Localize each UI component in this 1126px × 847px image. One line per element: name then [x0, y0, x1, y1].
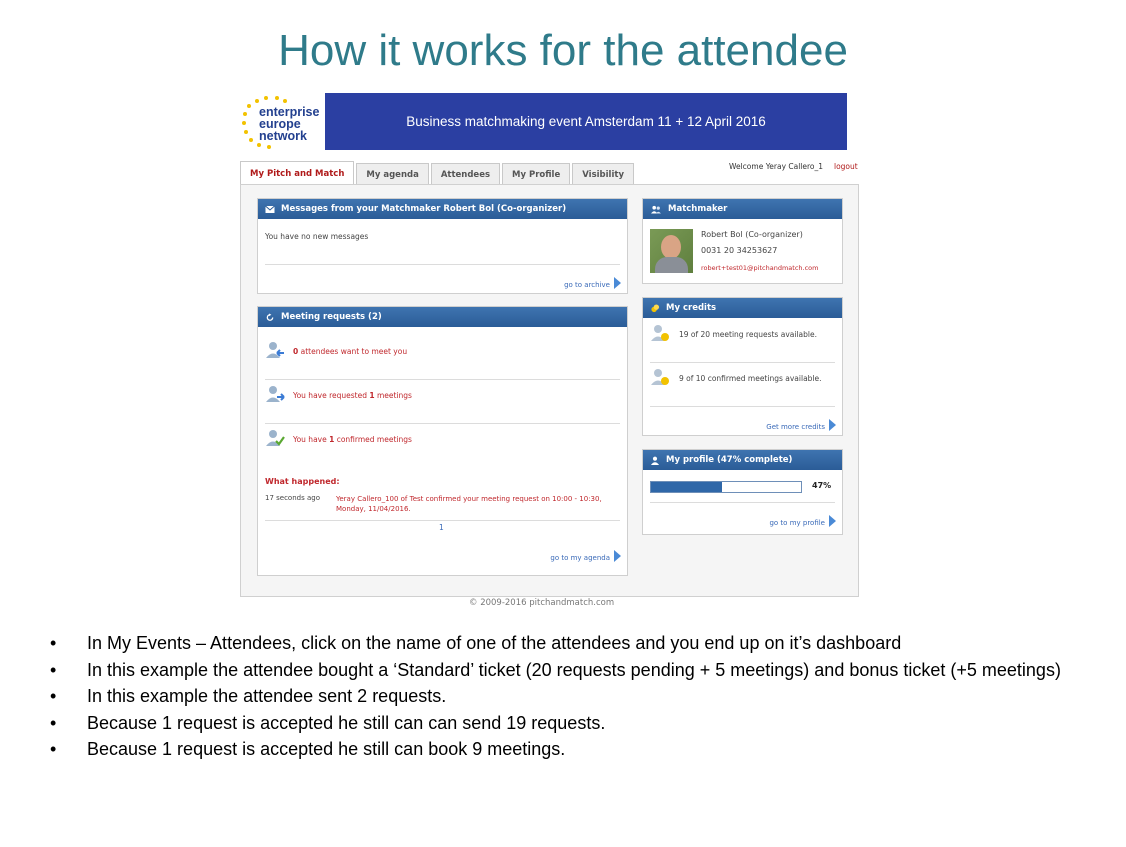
go-to-profile-link[interactable] — [769, 510, 836, 529]
dashboard-screenshot — [239, 88, 859, 610]
what-happened-heading: What happened: — [265, 477, 340, 486]
confirmed-meetings-row[interactable] — [293, 435, 412, 444]
credits-panel — [642, 297, 843, 436]
tab-my-profile[interactable]: My Profile — [502, 163, 570, 185]
event-time: 17 seconds ago — [265, 494, 320, 502]
coins-icon — [650, 304, 660, 313]
credits-link-label: Get more credits — [766, 423, 825, 431]
go-to-archive-link[interactable] — [564, 272, 621, 291]
bullet-item: • Because 1 request is accepted he still can book 9 meetings. — [50, 736, 1100, 763]
profile-progress-fill — [651, 482, 722, 492]
bullet-item: • In this example the attendee bought a ‘Standard’ ticket (20 requests pending + 5 meetings) and bonus ticket (+5 meetings) — [50, 657, 1100, 684]
tab-attendees[interactable]: Attendees — [431, 163, 500, 185]
agenda-link-label: go to my agenda — [550, 554, 610, 562]
event-banner: Business matchmaking event Amsterdam 11 + 12 April 2016 — [325, 93, 847, 150]
enterprise-europe-network-logo — [239, 92, 325, 152]
bullet-item: • In My Events – Attendees, click on the name of one of the attendees and you end up on it’s dashboard — [50, 630, 1100, 657]
matchmaker-title: Matchmaker — [668, 204, 728, 214]
explanation-bullets — [50, 630, 1100, 763]
credits-title: My credits — [666, 303, 717, 313]
user-icon — [650, 456, 660, 465]
profile-header — [643, 450, 842, 470]
envelope-icon — [265, 205, 275, 214]
request-credit-icon — [650, 324, 670, 342]
confirmed-suffix: confirmed meetings — [334, 435, 412, 444]
matchmaker-header — [643, 199, 842, 219]
outgoing-request-icon — [265, 385, 285, 403]
arrow-right-icon — [829, 419, 836, 431]
meeting-requests-header — [258, 307, 627, 327]
slide-title: How it works for the attendee — [278, 26, 848, 75]
confirmed-count: 1 — [329, 435, 335, 444]
incoming-text: attendees want to meet you — [298, 347, 408, 356]
tab-my-pitch-and-match[interactable]: My Pitch and Match — [240, 161, 354, 185]
go-to-agenda-link[interactable] — [550, 545, 621, 564]
logo-line-3: network — [259, 129, 307, 143]
messages-header — [258, 199, 627, 219]
profile-link-label: go to my profile — [769, 519, 825, 527]
logout-link[interactable]: logout — [834, 162, 858, 171]
matchmaker-name: Robert Bol (Co-organizer) — [701, 230, 803, 239]
matchmaker-email[interactable]: robert+test01@pitchandmatch.com — [701, 264, 819, 272]
confirmed-meeting-icon — [265, 429, 285, 447]
requested-count: 1 — [369, 391, 375, 400]
messages-panel — [257, 198, 628, 294]
welcome-text: Welcome Yeray Callero_1 — [729, 162, 824, 171]
refresh-icon — [265, 313, 275, 322]
meeting-requests-title: Meeting requests (2) — [281, 312, 382, 322]
bullet-item: • In this example the attendee sent 2 requests. — [50, 683, 1100, 710]
matchmaker-avatar — [650, 229, 693, 273]
arrow-right-icon — [614, 550, 621, 562]
matchmaker-phone: 0031 20 34253627 — [701, 246, 778, 255]
main-tabs — [240, 161, 634, 185]
requested-prefix: You have requested — [293, 391, 370, 400]
arrow-right-icon — [829, 515, 836, 527]
logo-line-2: europe — [259, 117, 301, 131]
incoming-requests-row[interactable] — [293, 347, 407, 356]
profile-progress-bar — [650, 481, 802, 493]
request-credits-text: 19 of 20 meeting requests available. — [679, 330, 817, 339]
meeting-credit-icon — [650, 368, 670, 386]
credits-header — [643, 298, 842, 318]
meeting-credits-text: 9 of 10 confirmed meetings available. — [679, 374, 822, 383]
tab-my-agenda[interactable]: My agenda — [356, 163, 428, 185]
arrow-right-icon — [614, 277, 621, 289]
profile-panel — [642, 449, 843, 535]
dashboard-content — [240, 184, 859, 597]
matchmaker-panel — [642, 198, 843, 284]
tab-visibility[interactable]: Visibility — [572, 163, 634, 185]
incoming-count: 0 — [293, 347, 299, 356]
bullet-item: • Because 1 request is accepted he still can can send 19 requests. — [50, 710, 1100, 737]
messages-title: Messages from your Matchmaker Robert Bol (Co-organizer) — [281, 204, 567, 214]
no-messages-text: You have no new messages — [265, 232, 369, 241]
profile-percent: 47% — [812, 481, 832, 490]
people-icon — [650, 205, 662, 214]
copyright-footer: © 2009-2016 pitchandmatch.com — [469, 598, 615, 608]
meeting-requests-panel — [257, 306, 628, 576]
profile-title: My profile (47% complete) — [666, 455, 793, 465]
event-description: Yeray Callero_100 of Test confirmed your meeting request on 10:00 - 10:30, Monday, 11/04/2016. — [336, 495, 602, 513]
get-more-credits-link[interactable] — [766, 414, 836, 433]
confirmed-prefix: You have — [293, 435, 330, 444]
pagination-page-1[interactable]: 1 — [439, 523, 444, 532]
requested-suffix: meetings — [374, 391, 412, 400]
requested-meetings-row[interactable] — [293, 391, 412, 400]
logo-line-1: enterprise — [259, 105, 320, 119]
archive-link-label: go to archive — [564, 281, 610, 289]
incoming-request-icon — [265, 341, 285, 359]
